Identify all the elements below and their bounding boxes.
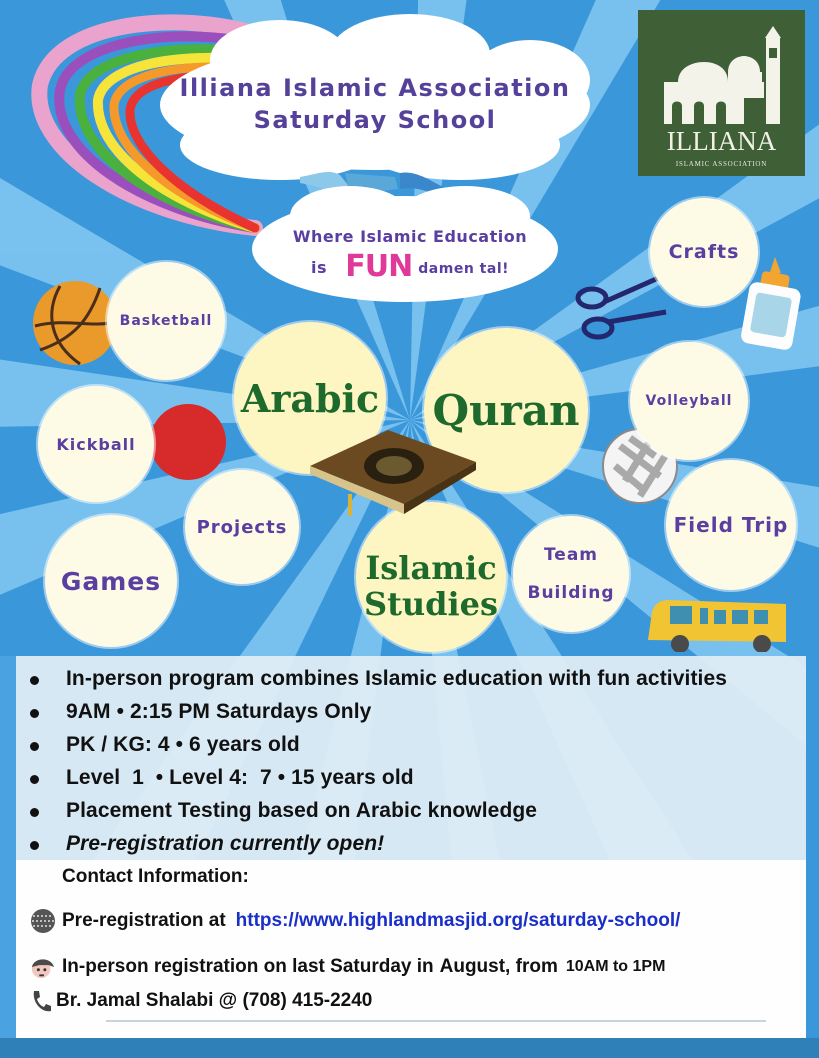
school-bus-icon [638,590,788,652]
activity-label: Kickball [56,434,136,454]
prereg-link[interactable]: https://www.highlandmasjid.org/saturday-school/ [235,910,681,931]
mosque-icon [656,20,791,125]
activity-label: Basketball [119,313,213,329]
bullet-icon [30,775,39,784]
contact-inperson-row [30,952,665,982]
contact-phone-row [30,986,372,1016]
subject-islamic-studies [356,502,506,652]
details-panel [16,656,806,860]
activity-label: Games [60,566,162,596]
logo-name: ILLIANA [666,126,777,156]
phone-icon [30,988,52,1014]
activity-label [528,536,615,612]
tagline-is: is [311,258,328,277]
activity-label: Volleyball [645,393,733,409]
contact-panel [16,860,806,1038]
activity-kickball [38,386,154,502]
detail-item [28,662,727,695]
bullet-icon [30,742,39,751]
bullet-icon [30,808,39,817]
contact-prereg-row [30,906,680,936]
activity-label-line-1: Team [543,545,599,565]
subject-label-line-1: Islamic [365,549,497,587]
detail-text: 9AM • 2:15 PM Saturdays Only [66,700,372,723]
detail-item [28,695,727,728]
detail-text: Placement Testing based on Arabic knowledge [66,799,538,822]
bullet-icon [30,676,39,685]
detail-text: PK / KG: 4 • 6 years old [66,733,300,756]
title-line-1: Illiana Islamic Association [179,74,571,102]
detail-item [28,728,727,761]
activity-label: Field Trip [673,513,789,537]
tagline [260,222,560,284]
contact-heading: Contact Information: [62,866,249,887]
activity-projects [185,470,299,584]
globe-icon [30,908,56,934]
detail-item [28,827,727,860]
activity-label-line-2: Building [527,583,615,603]
activity-label: Crafts [668,241,740,263]
detail-text: Level 1 • Level 4: 7 • 15 years old [66,766,414,789]
logo-subtitle: ISLAMIC ASSOCIATION [675,160,768,168]
activity-team-building [513,516,629,632]
kickball-icon [150,404,226,480]
inperson-time: 10AM to 1PM [565,958,666,975]
illiana-logo [638,10,805,176]
detail-item [28,794,727,827]
inperson-label: In-person registration on last Saturday in [62,956,434,977]
tagline-line-2 [260,249,560,284]
page-title [160,72,590,136]
left-border [0,656,16,1038]
person-icon [30,954,56,980]
activity-games [45,515,177,647]
details-list [28,662,727,860]
detail-text: Pre-registration currently open! [66,832,385,855]
detail-item [28,761,727,794]
detail-text: In-person program combines Islamic education with fun activities [66,667,728,690]
activity-label: Projects [196,516,288,538]
subject-label [364,550,498,622]
prereg-label: Pre-registration at [62,910,226,931]
subject-label: Arabic [240,375,380,421]
inperson-month: August, from [439,956,558,977]
activity-field-trip [666,460,796,590]
activity-crafts [650,198,758,306]
bullet-icon [30,841,39,850]
tagline-fun-rest: damen tal! [418,261,509,277]
right-border [806,656,819,1038]
activity-volleyball [630,342,748,460]
phone-contact: Br. Jamal Shalabi @ (708) 415-2240 [56,990,373,1011]
tagline-line-1: Where Islamic Education [292,227,528,246]
activity-basketball [107,262,225,380]
quran-book-icon [308,422,478,522]
title-line-2: Saturday School [253,106,497,134]
subject-label: Quran [432,385,580,435]
bullet-icon [30,709,39,718]
bottom-border [0,1038,819,1058]
divider [106,1020,766,1022]
subject-label-line-2: Studies [363,585,499,623]
tagline-fun-highlight: FUN [345,249,413,284]
